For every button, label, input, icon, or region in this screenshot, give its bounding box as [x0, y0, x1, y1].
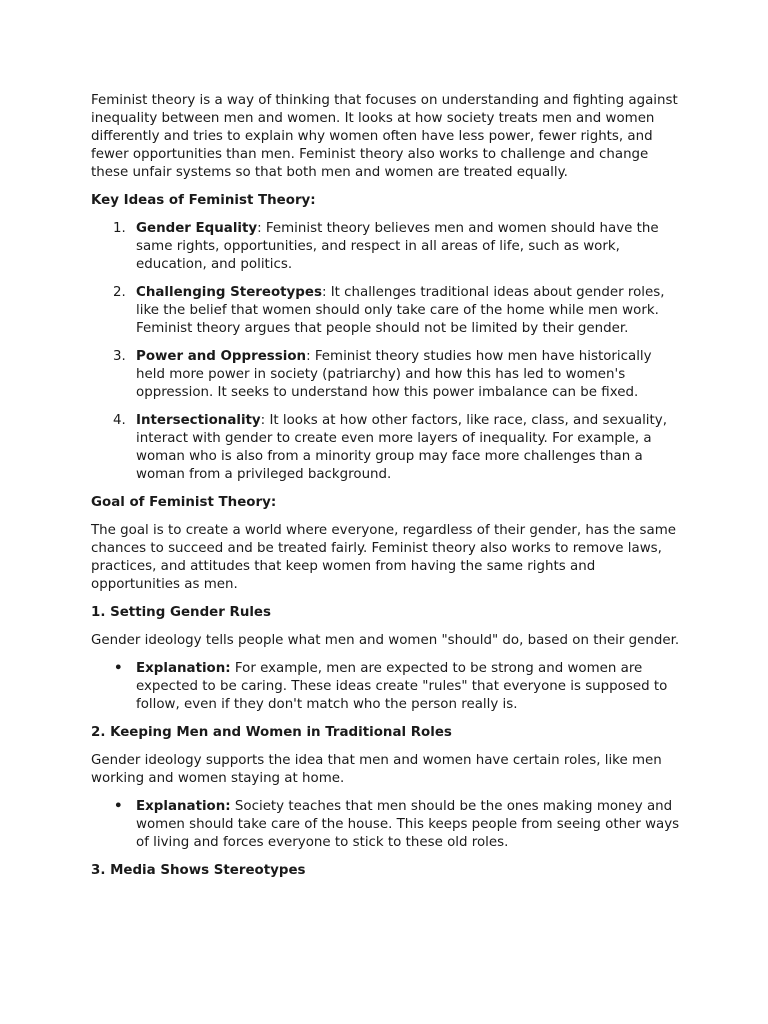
- list-item-text: : Feminist theory believes men and women should have the same rights, opportunities, and respect in all areas of life, such as work, education, and politics.: [136, 221, 659, 272]
- section-3-heading: 3. Media Shows Stereotypes: [91, 863, 306, 878]
- bullet-label: Explanation:: [136, 661, 231, 676]
- list-number: 2.: [113, 285, 126, 300]
- bullet-item: [91, 660, 681, 714]
- goal-heading: Goal of Feminist Theory:: [91, 495, 277, 510]
- intro-paragraph: Feminist theory is a way of thinking that focuses on understanding and fighting against inequality between men and women. It looks at how society treats men and women differently and tries to explain why women often have less power, fewer rights, and fewer opportunities than men. Feminist theory also works to challenge and change these unfair systems so that both men and women are treated equally.: [91, 93, 678, 180]
- bullet-label: Explanation:: [136, 799, 231, 814]
- section-2-heading: 2. Keeping Men and Women in Traditional Roles: [91, 725, 452, 740]
- key-ideas-heading: Key Ideas of Feminist Theory:: [91, 193, 316, 208]
- bullet-text: For example, men are expected to be strong and women are expected to be caring. These ideas create "rules" that everyone is supposed to follow, even if they don't match who the person really is.: [136, 661, 668, 712]
- list-item-term: Intersectionality: [136, 413, 261, 428]
- list-item: [91, 284, 681, 338]
- bullet-icon: •: [114, 799, 123, 814]
- bullet-text: Society teaches that men should be the ones making money and women should take care of the house. This keeps people from seeing other ways of living and forces everyone to stick to these old roles.: [136, 799, 680, 850]
- bullet-icon: •: [114, 661, 123, 676]
- list-item-term: Gender Equality: [136, 221, 258, 236]
- goal-paragraph: The goal is to create a world where everyone, regardless of their gender, has the same chances to succeed and be treated fairly. Feminist theory also works to remove laws, practices, and attitudes that keep women from having the same rights and opportunities as men.: [91, 523, 677, 592]
- list-item: [91, 412, 681, 484]
- document-page: [91, 92, 681, 890]
- list-number: 1.: [113, 221, 126, 236]
- list-number: 3.: [113, 349, 126, 364]
- section-1-bullets: [91, 660, 681, 714]
- section-2-paragraph: Gender ideology supports the idea that men and women have certain roles, like men working and women staying at home.: [91, 753, 662, 786]
- list-item-text: : It challenges traditional ideas about gender roles, like the belief that women should only take care of the home while men work. Feminist theory argues that people should not be limited by their gender.: [136, 285, 665, 336]
- list-item-text: : It looks at how other factors, like race, class, and sexuality, interact with gender to create even more layers of inequality. For example, a woman who is also from a minority group may face more challenges than a woman from a privileged background.: [136, 413, 667, 482]
- list-item-term: Challenging Stereotypes: [136, 285, 322, 300]
- section-2-bullets: [91, 798, 681, 852]
- list-number: 4.: [113, 413, 126, 428]
- list-item: [91, 220, 681, 274]
- list-item-text: : Feminist theory studies how men have historically held more power in society (patriarchy) and how this has led to women's oppression. It seeks to understand how this power imbalance can be fixed.: [136, 349, 652, 400]
- bullet-item: [91, 798, 681, 852]
- section-1-paragraph: Gender ideology tells people what men and women "should" do, based on their gender.: [91, 633, 680, 648]
- list-item-term: Power and Oppression: [136, 349, 307, 364]
- list-item: [91, 348, 681, 402]
- key-ideas-list: [91, 220, 681, 484]
- section-1-heading: 1. Setting Gender Rules: [91, 605, 271, 620]
